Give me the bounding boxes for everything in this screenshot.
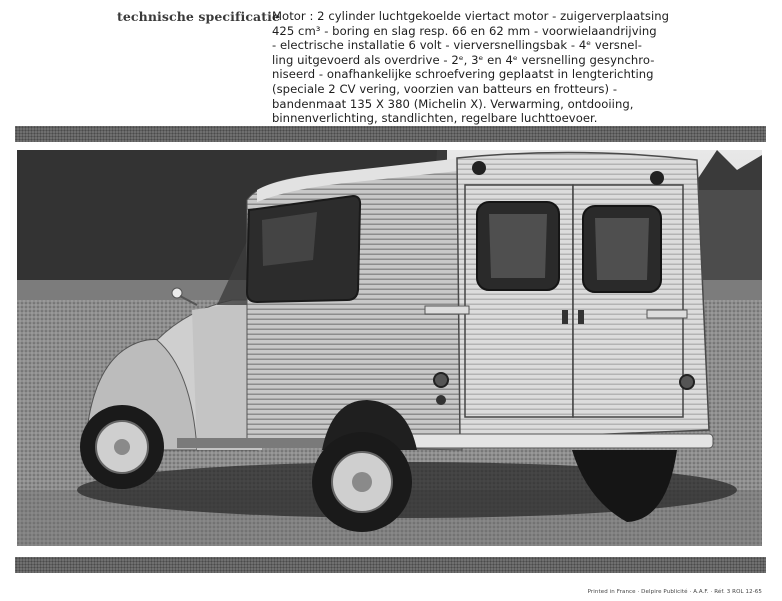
spec-line: - electrische installatie 6 volt - vierversnellingsbak - 4ᵉ versnel- — [272, 38, 642, 53]
top-divider-band — [15, 126, 766, 142]
spec-line: bandenmaat 135 X 380 (Michelin X). Verwarming, ontdooiing, — [272, 96, 634, 111]
spec-line: niseerd - onafhankelijke schroefvering geplaatst in lengterichting — [272, 67, 654, 82]
spec-line: 425 cm³ - boring en slag resp. 66 en 62 mm - voorwielaandrijving — [272, 23, 657, 38]
spec-line: Motor : 2 cylinder luchtgekoelde viertact motor - zuigerverplaatsing — [272, 9, 670, 23]
bottom-divider-band — [15, 557, 766, 573]
van-photo — [17, 150, 762, 546]
spec-line: ling uitgevoerd als overdrive - 2ᵉ, 3ᵉ en 4ᵉ versnelling gesynchro- — [272, 52, 655, 67]
spec-line: (speciale 2 CV vering, voorzien van batteurs en frotteurs) - — [272, 81, 618, 96]
spec-line: binnenverlichting, standlichten, regelbare luchttoevoer. — [272, 111, 598, 126]
van-illustration — [17, 150, 762, 546]
print-credit: Printed in France · Delpire Publicité · A.A.F. · Réf. 3 ROL 12-65 — [587, 589, 762, 595]
spec-heading: technische specificatie — [117, 9, 281, 24]
spec-paragraph — [272, 9, 670, 126]
